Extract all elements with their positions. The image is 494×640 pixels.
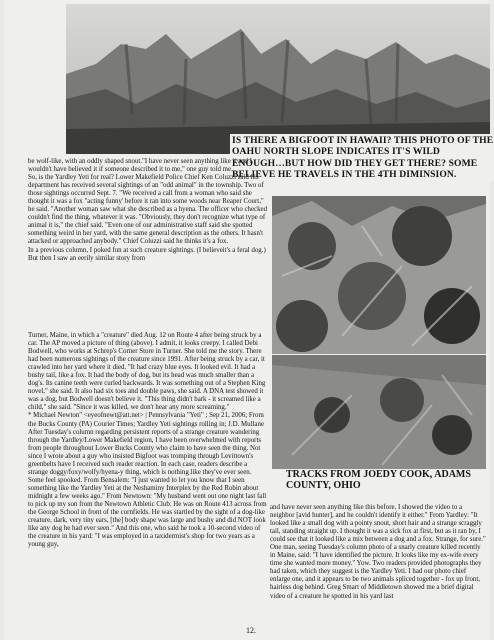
paragraph: and have never seen anything like this before. I showed the video to a neighbor [avid hunter], and he couldn't identify it either." From Yardley: "It looked like a small dog with a pointy snout, short hair and a strange scraggly tail, standing straight up. I thought it was a sick fox at first, but as it ran by, I could see that it looked like a mix between a dog and a fox. Strange, for sure." One man, seeing Tuesday's column photo of a snarly creature killed recently in Maine, said: "I have identified the picture. It looks like my ex-wife every time she wanted more money." Yow. Two readers provided photographs they had taken, which they suggest is the Yardley Yeti. I had our photo chief enlarge one, and it appears to be two animals spliced together - fox up front, hairless dog behind. Greg Smart of Middletown showed me a brief digital video of a creature he spotted in his yard last: [270, 504, 486, 600]
page-number: 12.: [246, 626, 256, 635]
mountain-image: [66, 4, 490, 154]
paragraph: After Tuesday's column regarding persistent reports of a strange creature wandering through the Yardley/Lower Makefield region, I have been overwhelmed with reports from people throughout Lower Bucks County who claim to have seen the thing. Not since I wrote about a guy who insisted Bigfoot was tromping through Levittown's greenbelts have I received such reader reaction. In each case, readers describe a strange doggy/foxy/wolfy/hyena-y thing, which is nothing like they've ever seen. Some feel spooked. From Bensalem: "I just wanted to let you know that I seen something like the Yardley Yeti at the Neshaminy Interplex by the Red Robin about midnight a few weeks ago." From Newtown: "My husband went out one night last fall to pick up my son from the Newtown Athletic Club. He was on Route 413 across from the George School in front of the cornfields. He was startled by the sight of a dog-like creature, dark, very tiny ears, [the] body shape was large and bushy and did NOT look like any dog he had ever seen." And this one, who said he took a 10-second video of the creature in his yard: "I was employed in a taxidermist's shop for two years as a young guy,: [28, 428, 267, 549]
article-column-right-bottom: [270, 504, 486, 601]
article-column-left-bottom: [28, 332, 268, 549]
paragraph: Turner, Maine, in which a "creature" died Aug. 12 on Route 4 after being struck by a car. The AP moved a picture of thing (above). I admit, it looks creepy. I called Debi Bodwell, who works at Schrep's Corner Store in Turner. She told me the story. There had been numerous sightings of the creature since 1991. After being struck by a car, it crawled into her yard where it died. "It had crazy blue eyes. It looked evil. It had a bushy tail, like a fox. It had the body of dog, but its head was much smaller than a dog's. Its canine teeth were curled backwards. It was something out of a Stephen King novel," she said. It also had six toes and double paws, she said. A DNA test showed it was a dog, but Bodwell doesn't believe it. "This thing didn't bark - it screamed like a child," she said. "Since it was killed, we don't hear any more screaming.": [28, 332, 266, 412]
creature-in-brush-photo: [272, 196, 486, 354]
paragraph: be wolf-like, with an oddly shaped snout."I have never seen anything like it and I wouldn't have believed it if someone described it to me," one guy told me.: [28, 158, 253, 174]
hawaii-photo-caption: IS THERE A BIGFOOT IN HAWAII? THIS PHOTO OF THE OAHU NORTH SLOPE INDICATES IT'S WILD ENOUGH…BUT HOW DID THEY GET THERE? SOME BELIEVE HE TRAVELS IN THE 4TH DIMINSION.: [230, 134, 494, 181]
tracks-image: [272, 355, 486, 469]
article-column-left-top: [28, 158, 268, 263]
paragraph: So, is the Yardley Yeti for real? Lower Makefield Police Chief Ken Coluzzi said his department has received several sightings of an "odd animal" in the township. Two of those sightings occurred Sept. 7. "We received a call from a woman who said she thought it was a fox "acting funny' before it ran into some woods near Reaper Court," he said. "Another woman saw what she described as a hyena. The officer who checked couldn't find the thing, whatever it was. "Obviously, they don't recognize what type of animal it is," the chief said. "Even one of our administrative staff said she spotted something weird in her yard, with the same general description as the others. It hasn't attacked or approached anybody." Chief Coluzzi said he thinks it's a fox.: [28, 174, 268, 246]
tracks-photo: [272, 355, 486, 469]
tracks-photo-caption: TRACKS FROM JOEDY COOK, ADAMS COUNTY, OHIO: [286, 469, 476, 491]
brush-image: [272, 196, 486, 354]
paragraph: * Michael Newton" <eyeofnewt@att.net> | Pennsylvania "Yeti" ; Sep 21, 2006; From the Bucks County (PA) Courier Times; Yardley Yeti sightings rolling in; J.D. Mullane: [28, 412, 264, 428]
oahu-north-slope-photo: [66, 4, 490, 154]
paragraph: In a previous column, I poked fun at such creature sightings. (I believeit's a feral dog.) But then I saw an eerily similar story from: [28, 246, 266, 262]
document-page: [4, 0, 494, 640]
